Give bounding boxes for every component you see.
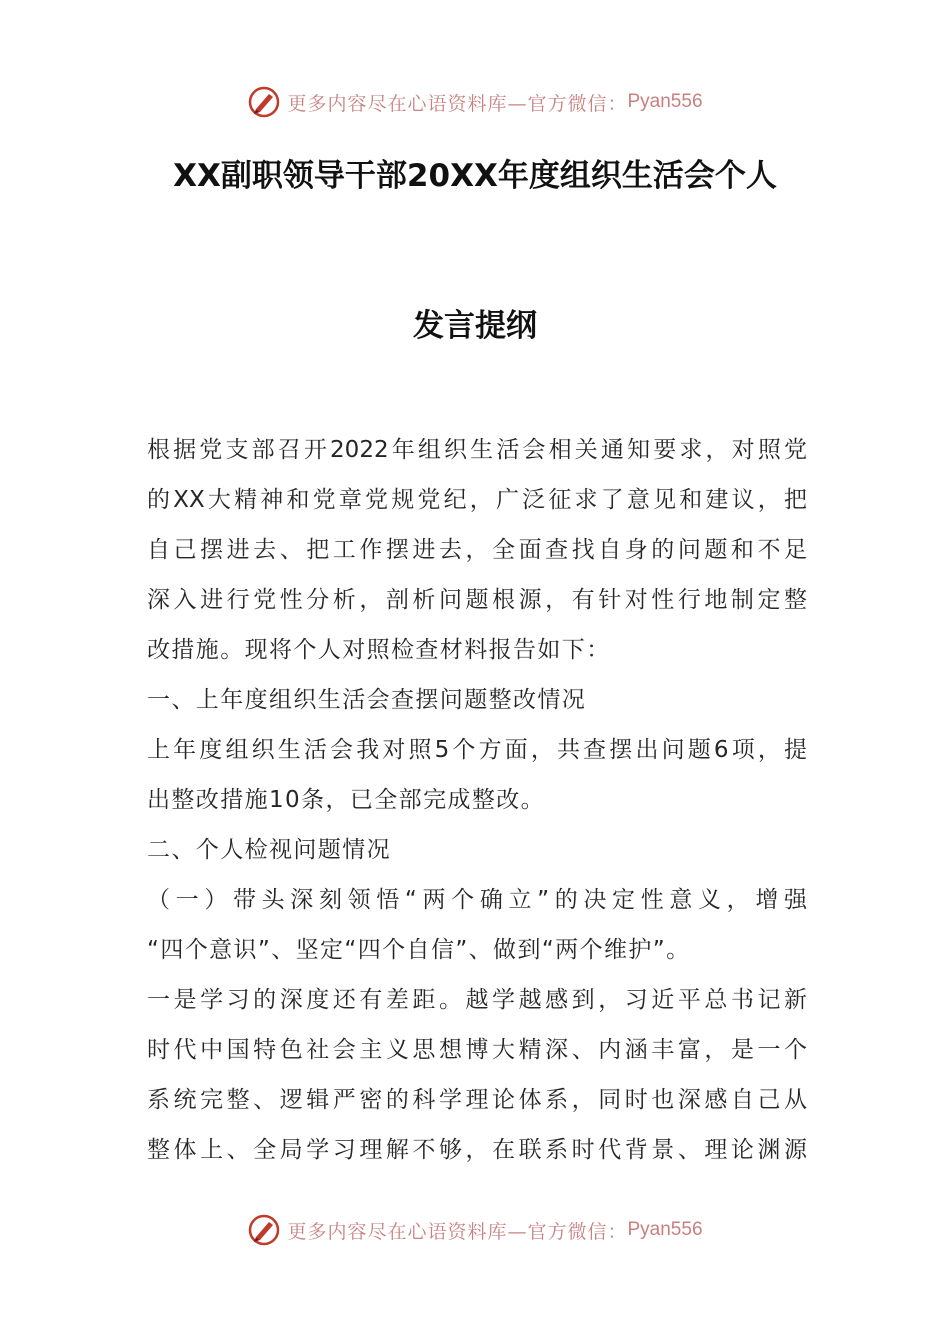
document-title-line-2: 发言提纲 xyxy=(413,308,537,344)
pen-logo-icon xyxy=(247,85,281,119)
banner-wechat-id: Pyan556 xyxy=(627,91,703,112)
body-line: 自己摆进去、把工作摆进去，全面查找自身的问题和不足 xyxy=(147,537,807,563)
subsection-heading-cont: “四个意识”、坚定“四个自信”、做到“两个维护”。 xyxy=(147,937,691,963)
footer-watermark-banner xyxy=(0,1210,950,1250)
banner-text: 更多内容尽在心语资料库—官方微信： xyxy=(287,92,628,115)
pen-logo-icon xyxy=(247,1213,281,1247)
body-line: 出整改措施10条，已全部完成整改。 xyxy=(147,787,546,813)
body-line: 一是学习的深度还有差距。越学越感到，习近平总书记新 xyxy=(147,987,807,1013)
banner-wechat-id: Pyan556 xyxy=(627,1219,703,1240)
banner-text: 更多内容尽在心语资料库—官方微信： xyxy=(287,1220,628,1243)
body-line: 深入进行党性分析，剖析问题根源，有针对性行地制定整 xyxy=(147,587,807,613)
body-line: 整体上、全局学习理解不够，在联系时代背景、理论渊源 xyxy=(147,1137,807,1163)
document-body xyxy=(147,425,807,1175)
body-line: 系统完整、逻辑严密的科学理论体系，同时也深感自己从 xyxy=(147,1087,807,1113)
body-line: 时代中国特色社会主义思想博大精深、内涵丰富，是一个 xyxy=(147,1037,807,1063)
subsection-heading: （一）带头深刻领悟“两个确立”的决定性意义，增强 xyxy=(147,887,807,913)
document-title-line-1: XX副职领导干部20XX年度组织生活会个人 xyxy=(173,158,777,194)
body-line: 根据党支部召开2022年组织生活会相关通知要求，对照党 xyxy=(147,437,807,463)
body-line: 上年度组织生活会我对照5个方面，共查摆出问题6项，提 xyxy=(147,737,807,763)
body-line: 的XX大精神和党章党规党纪，广泛征求了意见和建议，把 xyxy=(147,487,807,513)
section-heading-1: 一、上年度组织生活会查摆问题整改情况 xyxy=(147,687,587,713)
body-line: 改措施。现将个人对照检查材料报告如下： xyxy=(147,637,611,663)
header-watermark-banner xyxy=(0,82,950,122)
section-heading-2: 二、个人检视问题情况 xyxy=(147,837,391,863)
